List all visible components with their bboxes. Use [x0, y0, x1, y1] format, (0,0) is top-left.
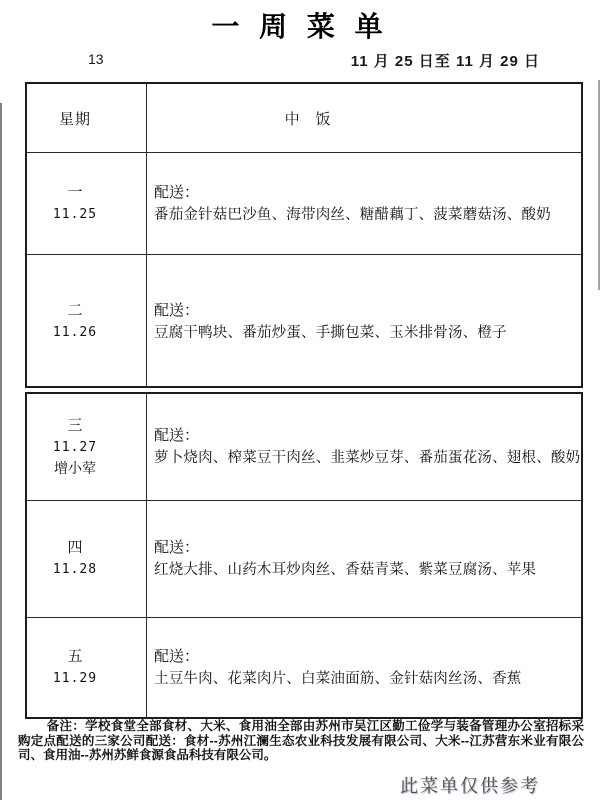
- delivery-label: 配送：: [154, 301, 200, 319]
- table-row-wednesday: [27, 394, 581, 500]
- delivery-label: 配送：: [154, 647, 200, 665]
- day-of-week: 五: [67, 648, 83, 665]
- day-of-week: 二: [67, 302, 83, 319]
- scan-artifact-left-edge: [0, 103, 2, 800]
- delivery-label: 配送：: [154, 427, 200, 444]
- menu-items: 番茄金针菇巴沙鱼、海带肉丝、糖醋藕丁、菠菜蘑菇汤、酸奶: [154, 206, 551, 223]
- lunch-cell: [147, 618, 581, 717]
- day-of-week: 三: [67, 417, 83, 434]
- table-row-thursday: [27, 500, 581, 617]
- menu-table-lower: [25, 392, 583, 719]
- page-number: 13: [88, 51, 104, 67]
- header-day-column: 星期: [27, 84, 147, 152]
- page-title: 一 周 菜 单: [211, 11, 389, 42]
- menu-items: 红烧大排、山药木耳炒肉丝、香菇青菜、紫菜豆腐汤、苹果: [154, 562, 537, 578]
- table-row-monday: [27, 152, 581, 254]
- reference-disclaimer: 此菜单仅供参考: [400, 776, 540, 796]
- menu-table-upper: [25, 82, 583, 388]
- supplier-footnote: 备注：学校食堂全部食材、大米、食用油全部由苏州市吴江区勤工俭学与装备管理办公室招标采购定点配送的三家公司配送：食材--苏州江澜生态农业科技发展有限公司、大米--江苏营东米业有限公司、食用油--苏州苏鲜食源食品科技有限公司。: [18, 719, 584, 762]
- day-of-week: 四: [67, 540, 83, 556]
- delivery-label: 配送：: [154, 183, 200, 201]
- table-header-row: [27, 84, 581, 152]
- menu-items: 豆腐干鸭块、番茄炒蛋、手撕包菜、玉米排骨汤、橙子: [154, 324, 507, 341]
- day-note: 增小荤: [54, 461, 96, 477]
- lunch-cell: [147, 153, 581, 254]
- day-date: 11.29: [52, 670, 98, 686]
- lunch-cell: [147, 255, 581, 388]
- day-of-week: 一: [67, 184, 83, 201]
- day-cell: [27, 501, 147, 617]
- day-date: 11.27: [52, 439, 98, 455]
- day-date: 11.28: [52, 562, 98, 577]
- lunch-cell: [147, 394, 581, 500]
- date-range: 11 月 25 日至 11 月 29 日: [350, 53, 540, 70]
- day-cell: [27, 618, 147, 717]
- header-lunch-column: 中 饭: [284, 111, 337, 128]
- day-cell: [27, 394, 147, 500]
- lunch-cell: [147, 501, 581, 617]
- day-date: 11.25: [52, 206, 98, 222]
- menu-items: 土豆牛肉、花菜肉片、白菜油面筋、金针菇肉丝汤、香蕉: [154, 670, 522, 687]
- day-cell: [27, 255, 147, 388]
- delivery-label: 配送：: [154, 539, 200, 556]
- table-row-friday: [27, 617, 581, 717]
- day-cell: [27, 153, 147, 254]
- table-row-tuesday: [27, 254, 581, 388]
- day-date: 11.26: [52, 324, 98, 340]
- menu-items: 萝卜烧肉、榨菜豆干肉丝、韭菜炒豆芽、番茄蛋花汤、翅根、酸奶: [154, 450, 581, 466]
